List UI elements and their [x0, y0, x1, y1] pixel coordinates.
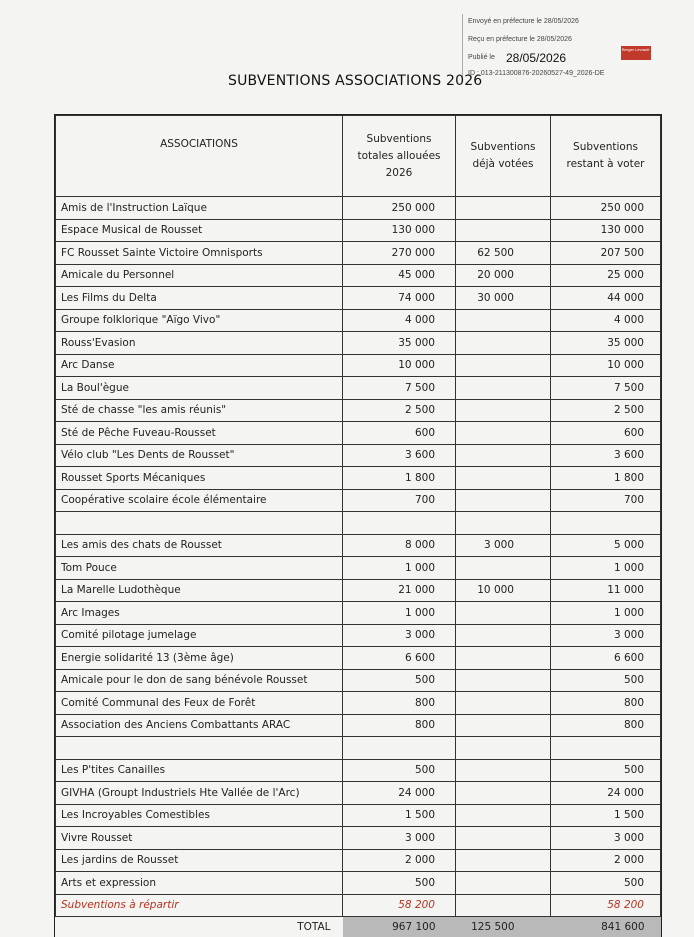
remaining-amount: 4 000	[551, 309, 661, 332]
remaining-amount: 1 800	[551, 467, 661, 490]
voted-amount	[456, 804, 551, 827]
voted-amount	[456, 467, 551, 490]
total-amount: 1 500	[343, 804, 456, 827]
voted-amount	[456, 332, 551, 355]
association-name: Rouss'Evasion	[56, 332, 343, 355]
voted-amount	[456, 512, 551, 535]
total-amount: 24 000	[343, 782, 456, 805]
table-row	[56, 242, 661, 265]
remaining-amount: 2 000	[551, 849, 661, 872]
voted-amount	[456, 692, 551, 715]
association-name: Les P'tites Canailles	[56, 759, 343, 782]
association-name: Association des Anciens Combattants ARAC	[56, 714, 343, 737]
voted-amount	[456, 197, 551, 220]
association-name: Sté de chasse "les amis réunis"	[56, 399, 343, 422]
header-voted: Subventions déjà votées	[456, 116, 551, 197]
total-remaining: 841 600	[551, 917, 661, 937]
table-row	[56, 782, 661, 805]
association-name: Arc Danse	[56, 354, 343, 377]
table-row	[56, 377, 661, 400]
remaining-amount: 35 000	[551, 332, 661, 355]
voted-amount: 10 000	[456, 579, 551, 602]
total-amount: 130 000	[343, 219, 456, 242]
table-row	[56, 849, 661, 872]
total-amount: 2 000	[343, 849, 456, 872]
remaining-amount: 5 000	[551, 534, 661, 557]
total-sum: 967 100	[343, 917, 456, 937]
document-title: SUBVENTIONS ASSOCIATIONS 2026	[228, 73, 483, 89]
total-amount: 4 000	[343, 309, 456, 332]
table-row	[56, 872, 661, 895]
total-amount: 2 500	[343, 399, 456, 422]
remaining-amount: 3 600	[551, 444, 661, 467]
total-amount: 6 600	[343, 647, 456, 670]
total-amount: 8 000	[343, 534, 456, 557]
total-amount: 270 000	[343, 242, 456, 265]
association-name: FC Rousset Sainte Victoire Omnisports	[56, 242, 343, 265]
table-row	[56, 444, 661, 467]
total-amount: 500	[343, 669, 456, 692]
table-row	[56, 669, 661, 692]
voted-amount	[456, 759, 551, 782]
remaining-amount: 2 500	[551, 399, 661, 422]
association-name: Energie solidarité 13 (3ème âge)	[56, 647, 343, 670]
remaining-amount: 24 000	[551, 782, 661, 805]
voted-amount	[456, 309, 551, 332]
association-name: Les Films du Delta	[56, 287, 343, 310]
remaining-amount: 11 000	[551, 579, 661, 602]
to-distribute-remaining: 58 200	[551, 894, 661, 917]
blank-row	[56, 512, 661, 535]
voted-amount	[456, 737, 551, 760]
total-amount: 3 600	[343, 444, 456, 467]
voted-amount: 62 500	[456, 242, 551, 265]
association-name: Arts et expression	[56, 872, 343, 895]
voted-amount	[456, 669, 551, 692]
remaining-amount	[551, 512, 661, 535]
remaining-amount: 207 500	[551, 242, 661, 265]
remaining-amount: 10 000	[551, 354, 661, 377]
total-amount: 500	[343, 759, 456, 782]
total-voted: 125 500	[456, 917, 551, 937]
blank-row	[56, 737, 661, 760]
remaining-amount: 130 000	[551, 219, 661, 242]
table-row	[56, 489, 661, 512]
association-name: Groupe folklorique "Aïgo Vivo"	[56, 309, 343, 332]
remaining-amount: 500	[551, 759, 661, 782]
total-amount: 10 000	[343, 354, 456, 377]
association-name: Comité pilotage jumelage	[56, 624, 343, 647]
voted-amount	[456, 377, 551, 400]
remaining-amount: 700	[551, 489, 661, 512]
remaining-amount: 44 000	[551, 287, 661, 310]
association-name: Vélo club "Les Dents de Rousset"	[56, 444, 343, 467]
total-label: TOTAL	[297, 921, 331, 933]
voted-amount	[456, 557, 551, 580]
association-name	[56, 512, 343, 535]
voted-amount	[456, 714, 551, 737]
table-row	[56, 287, 661, 310]
total-amount	[343, 512, 456, 535]
remaining-amount: 25 000	[551, 264, 661, 287]
remaining-amount: 500	[551, 669, 661, 692]
berger-levrault-logo: Berger Levrault	[621, 46, 651, 60]
association-name: Les jardins de Rousset	[56, 849, 343, 872]
total-amount: 800	[343, 692, 456, 715]
voted-amount: 20 000	[456, 264, 551, 287]
table-row	[56, 602, 661, 625]
voted-amount	[456, 647, 551, 670]
table-row	[56, 759, 661, 782]
remaining-amount: 3 000	[551, 624, 661, 647]
to-distribute-row	[56, 894, 661, 917]
remaining-amount: 250 000	[551, 197, 661, 220]
table-row	[56, 309, 661, 332]
remaining-amount: 800	[551, 692, 661, 715]
total-amount: 35 000	[343, 332, 456, 355]
table-row	[56, 399, 661, 422]
total-amount: 21 000	[343, 579, 456, 602]
table-row	[56, 422, 661, 445]
voted-amount	[456, 782, 551, 805]
table-row	[56, 714, 661, 737]
association-name: Comité Communal des Feux de Forêt	[56, 692, 343, 715]
total-amount: 700	[343, 489, 456, 512]
voted-amount	[456, 489, 551, 512]
table-row	[56, 354, 661, 377]
voted-amount	[456, 444, 551, 467]
table-header	[56, 116, 661, 197]
to-distribute-total: 58 200	[343, 894, 456, 917]
to-distribute-label: Subventions à répartir	[56, 894, 343, 917]
total-amount: 3 000	[343, 827, 456, 850]
association-name: Vivre Rousset	[56, 827, 343, 850]
table-row	[56, 534, 661, 557]
prefecture-stamp	[462, 14, 668, 82]
table-row	[56, 692, 661, 715]
stamp-received: Reçu en préfecture le 28/05/2026	[468, 36, 572, 43]
voted-amount	[456, 422, 551, 445]
association-name: Amicale du Personnel	[56, 264, 343, 287]
remaining-amount: 1 000	[551, 602, 661, 625]
association-name	[56, 737, 343, 760]
association-name: Coopérative scolaire école élémentaire	[56, 489, 343, 512]
total-amount: 3 000	[343, 624, 456, 647]
association-name: Espace Musical de Rousset	[56, 219, 343, 242]
association-name: Les Incroyables Comestibles	[56, 804, 343, 827]
voted-amount	[456, 827, 551, 850]
total-amount: 500	[343, 872, 456, 895]
table-row	[56, 624, 661, 647]
association-name: Amis de l'Instruction Laïque	[56, 197, 343, 220]
voted-amount	[456, 849, 551, 872]
total-amount: 7 500	[343, 377, 456, 400]
association-name: La Marelle Ludothèque	[56, 579, 343, 602]
voted-amount	[456, 354, 551, 377]
association-name: Amicale pour le don de sang bénévole Rousset	[56, 669, 343, 692]
remaining-amount: 3 000	[551, 827, 661, 850]
association-name: La Boul'ègue	[56, 377, 343, 400]
table-row	[56, 827, 661, 850]
association-name: Sté de Pêche Fuveau-Rousset	[56, 422, 343, 445]
table-row	[56, 647, 661, 670]
remaining-amount: 6 600	[551, 647, 661, 670]
header-total: Subventions totales allouées 2026	[343, 116, 456, 197]
association-name: Rousset Sports Mécaniques	[56, 467, 343, 490]
remaining-amount	[551, 737, 661, 760]
stamp-published-date: 28/05/2026	[506, 51, 567, 65]
association-name: Arc Images	[56, 602, 343, 625]
voted-amount: 30 000	[456, 287, 551, 310]
stamp-sent: Envoyé en préfecture le 28/05/2026	[468, 18, 579, 25]
remaining-amount: 1 000	[551, 557, 661, 580]
voted-amount	[456, 219, 551, 242]
association-name: Tom Pouce	[56, 557, 343, 580]
total-row	[56, 917, 661, 937]
remaining-amount: 800	[551, 714, 661, 737]
total-amount: 600	[343, 422, 456, 445]
total-amount: 1 000	[343, 602, 456, 625]
total-amount: 1 800	[343, 467, 456, 490]
total-amount: 250 000	[343, 197, 456, 220]
table-row	[56, 579, 661, 602]
subsidies-table	[55, 115, 661, 937]
voted-amount	[456, 399, 551, 422]
table-row	[56, 332, 661, 355]
total-amount: 74 000	[343, 287, 456, 310]
voted-amount	[456, 624, 551, 647]
total-amount: 1 000	[343, 557, 456, 580]
voted-amount	[456, 872, 551, 895]
association-name: Les amis des chats de Rousset	[56, 534, 343, 557]
header-remaining: Subventions restant à voter	[551, 116, 661, 197]
stamp-published-label: Publié le	[468, 54, 495, 61]
voted-amount	[456, 602, 551, 625]
table-row	[56, 804, 661, 827]
to-distribute-voted	[456, 894, 551, 917]
remaining-amount: 500	[551, 872, 661, 895]
table-row	[56, 264, 661, 287]
remaining-amount: 600	[551, 422, 661, 445]
total-amount	[343, 737, 456, 760]
table-row	[56, 467, 661, 490]
table-row	[56, 197, 661, 220]
voted-amount: 3 000	[456, 534, 551, 557]
stamp-id: ID : 013-211300876-20260527-49_2026-DE	[468, 70, 605, 77]
total-amount: 45 000	[343, 264, 456, 287]
table-row	[56, 557, 661, 580]
table-row	[56, 219, 661, 242]
association-name: GIVHA (Groupt Industriels Hte Vallée de l'Arc)	[56, 782, 343, 805]
total-amount: 800	[343, 714, 456, 737]
remaining-amount: 7 500	[551, 377, 661, 400]
remaining-amount: 1 500	[551, 804, 661, 827]
header-associations: ASSOCIATIONS	[56, 116, 343, 197]
